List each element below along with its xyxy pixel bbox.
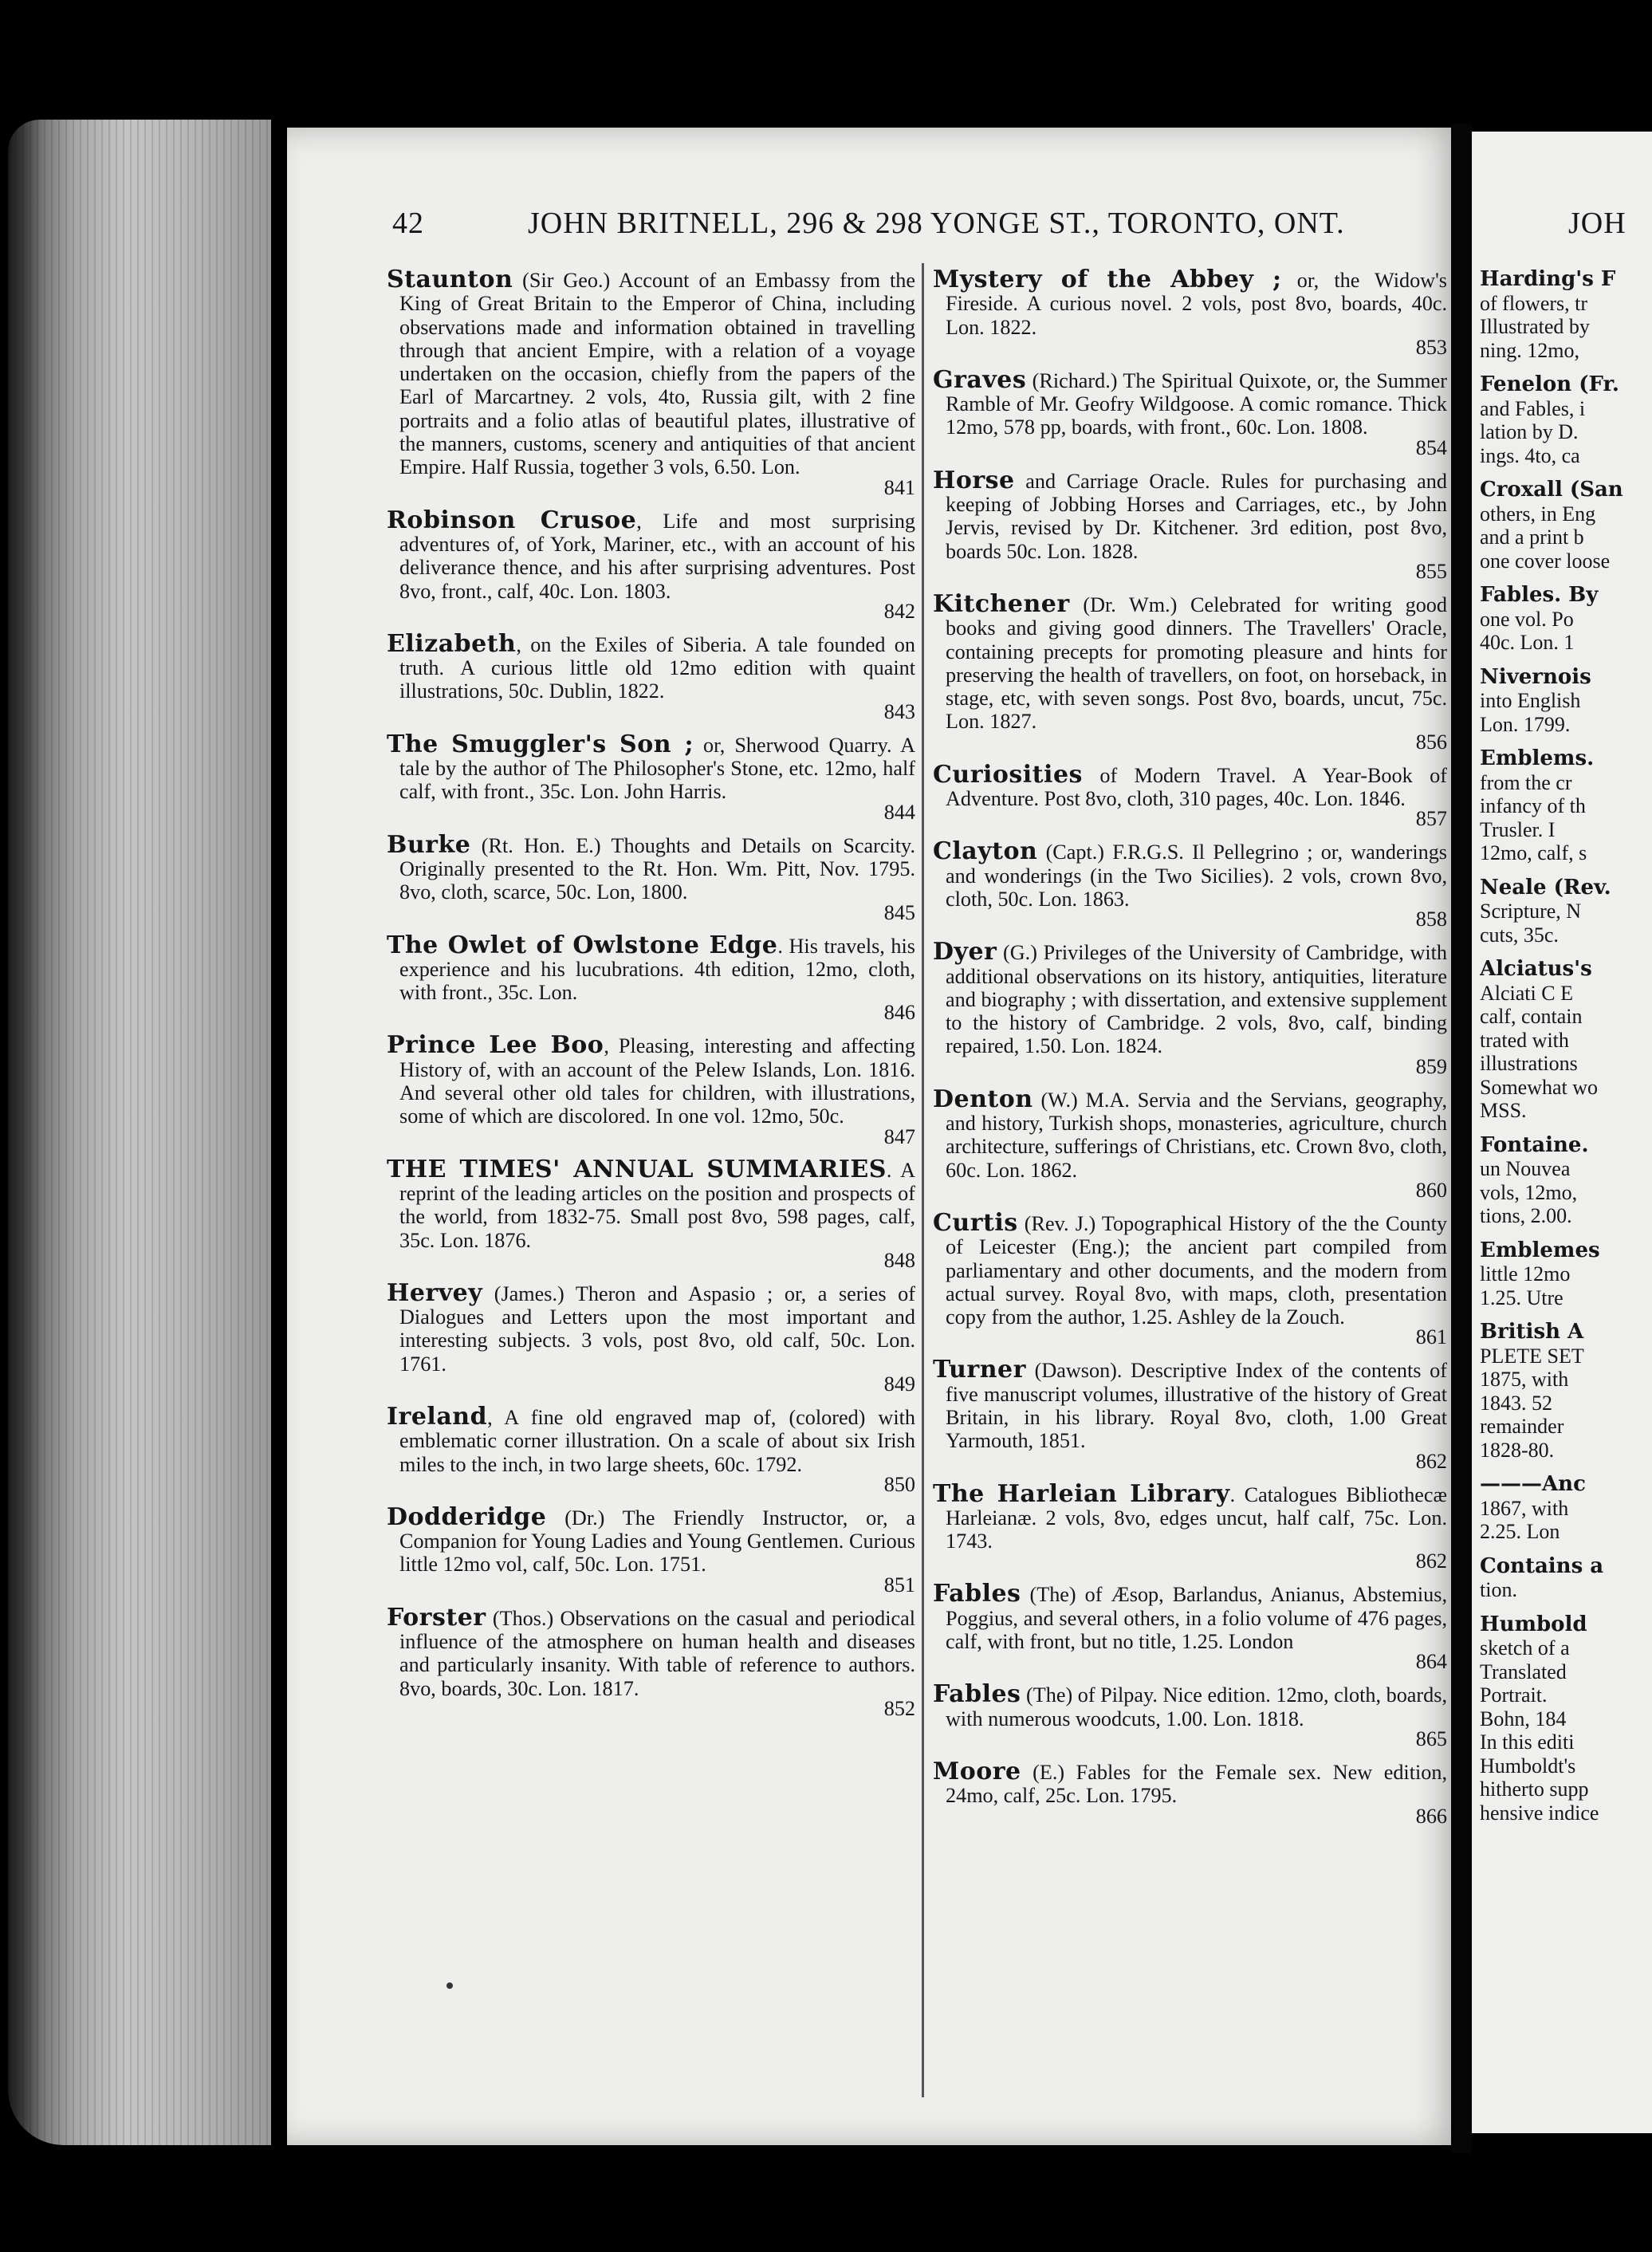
catalogue-entry: [933, 589, 1447, 754]
entry-description: , A fine old engraved map of, (colored) with emblematic corner illustration. On a scale of about six Irish miles to the inch, in two large sheets, 60c. 1792.: [399, 1405, 915, 1476]
right-page-line: from the cr: [1480, 770, 1572, 794]
right-page-line: 1828-80.: [1480, 1438, 1555, 1462]
entry-number: 843: [883, 699, 915, 723]
right-page-line: into English: [1480, 689, 1581, 712]
entry-description: (James.) Theron and Aspasio ; or, a series of Dialogues and Letters upon the most important and interesting subjects. 3 vols, post 8vo, old calf, 50c. Lon. 1761.: [399, 1282, 915, 1376]
entry-headword: The Smuggler's Son ;: [387, 730, 694, 758]
catalogue-entry: [387, 506, 915, 623]
entry-headword: Prince Lee Boo: [387, 1031, 604, 1060]
book-gutter: [1451, 124, 1472, 2153]
right-page-line: Bohn, 184: [1480, 1707, 1567, 1730]
entry-number: 849: [883, 1372, 915, 1396]
entry-number: 865: [1415, 1726, 1447, 1750]
entry-description: , Life and most surprising adventures of, of York, Mariner, etc., with an account of his deliverance thence, and his after surprising adventures. Post 8vo, front., calf, 40c. Lon. 1803.: [399, 509, 915, 603]
right-page-line: Humboldt's: [1480, 1754, 1576, 1778]
catalogue-entry: [387, 1278, 915, 1396]
right-page-line: hitherto supp: [1480, 1778, 1589, 1801]
right-page-line: [1480, 1544, 1652, 1555]
right-page-line: and Fables, i: [1480, 396, 1586, 420]
right-page-line: sketch of a: [1480, 1636, 1570, 1659]
right-page-line: 1.25. Utre: [1480, 1285, 1564, 1309]
right-page-line: [1480, 1602, 1652, 1613]
right-page-line: [1480, 1462, 1652, 1473]
right-page-line: Portrait.: [1480, 1683, 1548, 1707]
entry-headword: Mystery of the Abbey ;: [933, 268, 1282, 293]
right-page-line: lation by D.: [1480, 420, 1579, 443]
entry-description: or, the Widow's Fireside. A curious novel. 2 vols, post 8vo, boards, 40c. Lon. 1822.: [946, 269, 1447, 339]
right-page-line: Fontaine.: [1480, 1132, 1589, 1157]
right-page-line: remainder: [1480, 1415, 1564, 1438]
right-page-line: [1480, 947, 1652, 958]
entry-description: (Rt. Hon. E.) Thoughts and Details on Scarcity. Originally presented to the Rt. Hon. Wm. Pitt, Nov. 1795. 8vo, cloth, scarce, 50c. Lon, 1800.: [399, 833, 915, 904]
entry-number: 851: [883, 1573, 915, 1596]
right-page-line: Emblems.: [1480, 746, 1595, 770]
right-page-line: 2.25. Lon: [1480, 1520, 1560, 1543]
catalogue-entry: [387, 629, 915, 723]
right-page-line: one vol. Po: [1480, 607, 1574, 631]
right-page-line: Neale (Rev.: [1480, 875, 1611, 900]
entry-description: (Sir Geo.) Account of an Embassy from the King of Great Britain to the Emperor of China, including observations made and information obtained in travelling through that ancient Empire, with a relation of a voyage undertaken on the occasion, chiefly from the papers of the Earl of Marcartney. 2 vols, 4to, Russia gilt, with 2 fine portraits and a folio atlas of beautiful plates, illustrative of the manners, customs, scenery and antiquities of that ancient Empire. Half Russia, together 3 vols, 6.50. Lon.: [399, 269, 915, 479]
entry-headword: Ireland: [387, 1402, 488, 1431]
entry-headword: Staunton: [387, 268, 513, 293]
right-page-line: [1480, 736, 1652, 747]
right-page-line: Humbold: [1480, 1612, 1587, 1636]
entry-headword: Forster: [387, 1603, 486, 1632]
entry-description: (Dawson). Descriptive Index of the contents of five manuscript volumes, illustrative of the history of Great Britain, in his library. Royal 8vo, cloth, 1.00 Great Yarmouth, 1851.: [946, 1359, 1447, 1453]
entry-description: (The) of Pilpay. Nice edition. 12mo, cloth, boards, with numerous woodcuts, 1.00. Lon. 1818.: [946, 1683, 1447, 1730]
entry-number: 864: [1415, 1650, 1447, 1674]
right-page-line: ings. 4to, ca: [1480, 443, 1580, 467]
entry-number: 856: [1415, 730, 1447, 754]
catalogue-entry: [933, 1680, 1447, 1750]
right-page-line: PLETE SET: [1480, 1344, 1584, 1368]
entry-number: 854: [1415, 435, 1447, 459]
entry-number: 860: [1415, 1178, 1447, 1202]
catalogue-entry: [387, 830, 915, 924]
entry-headword: Fables: [933, 1580, 1021, 1608]
entry-description: (W.) M.A. Servia and the Servians, geography, and history, Turkish shops, monasteries, agriculture, church architecture, sufferings of Christians, etc. Crown 8vo, cloth, 60c. Lon. 1862.: [946, 1088, 1447, 1182]
right-page-line: 12mo, calf, s: [1480, 841, 1587, 864]
entry-description: or, Sherwood Quarry. A tale by the author of The Philosopher's Stone, etc. 12mo, half calf, with front., 35c. Lon. John Harris.: [399, 733, 915, 804]
catalogue-entry: [933, 760, 1447, 831]
entry-description: (Dr. Wm.) Celebrated for writing good books and giving good dinners. The Travellers' Oracle, containing precepts for promoting pleasure and hints for preserving the health of travellers, on foot, on horseback, in stage, etc, with seven songs. Post 8vo, boards, uncut, 75c. Lon. 1827.: [946, 593, 1447, 734]
entry-headword: Clayton: [933, 837, 1038, 866]
entry-headword: Elizabeth: [387, 629, 517, 658]
right-page-line: 1875, with: [1480, 1368, 1569, 1391]
entry-headword: Denton: [933, 1085, 1033, 1113]
column-divider: [922, 263, 924, 2097]
entry-number: 855: [1415, 559, 1447, 583]
entry-headword: Moore: [933, 1757, 1021, 1785]
right-page-line: others, in Eng: [1480, 502, 1596, 526]
right-page-line: tion.: [1480, 1578, 1517, 1601]
entry-description: and Carriage Oracle. Rules for purchasing and keeping of Jobbing Horses and Carriages, etc., by John Jervis, revised by Dr. Kitchener. 3rd edition, post 8vo, boards 50c. Lon. 1828.: [946, 469, 1447, 563]
entry-number: 861: [1415, 1325, 1447, 1349]
entry-headword: Robinson Crusoe: [387, 506, 637, 534]
right-page-line: vols, 12mo,: [1480, 1180, 1578, 1204]
entry-number: 845: [883, 900, 915, 924]
book-page-edges: [8, 120, 271, 2145]
page-number: 42: [392, 207, 424, 240]
right-page-line: Nivernois: [1480, 664, 1591, 689]
entry-number: 862: [1415, 1549, 1447, 1573]
right-page-line: of flowers, tr: [1480, 291, 1588, 315]
right-page-line: tions, 2.00.: [1480, 1204, 1572, 1227]
right-page-line: Emblemes: [1480, 1238, 1600, 1262]
entry-headword: Horse: [933, 466, 1015, 494]
right-page-line: calf, contain: [1480, 1005, 1583, 1028]
right-page-line: one cover loose: [1480, 549, 1611, 573]
right-page-line: Croxall (San: [1480, 478, 1623, 502]
entry-headword: Fables: [933, 1680, 1021, 1709]
right-page-line: and a print b: [1480, 526, 1584, 549]
entry-description: . Catalogues Bibliothecæ Harleianæ. 2 vols, 8vo, edges uncut, half calf, 75c. Lon. 1743.: [946, 1482, 1447, 1553]
right-page-line: Scripture, N: [1480, 900, 1582, 923]
entry-description: (The) of Æsop, Barlandus, Anianus, Abstemius, Poggius, and several others, in a folio volume of 476 pages, calf, with front, but no title, 1.25. London: [946, 1583, 1447, 1654]
entry-number: 841: [883, 475, 915, 499]
right-page-line: hensive indice: [1480, 1801, 1599, 1825]
ink-dot: [446, 1982, 453, 1989]
entry-description: of Modern Travel. A Year-Book of Adventure. Post 8vo, cloth, 310 pages, 40c. Lon. 1846.: [946, 763, 1447, 811]
right-page-line: ning. 12mo,: [1480, 338, 1579, 362]
entry-number: 862: [1415, 1449, 1447, 1473]
entry-number: 857: [1415, 807, 1447, 831]
right-page-line: [1480, 573, 1652, 584]
entry-description: (Rev. J.) Topographical History of the the County of Leicester (Eng.); the ancient part compiled from parliamentary and other documents, and the modern from actual survey. Royal 8vo, with maps, cloth, presentation copy from the author, 1.25. Ashley de la Zouch.: [946, 1211, 1447, 1329]
entry-headword: Curtis: [933, 1208, 1018, 1237]
entry-description: (Richard.) The Spiritual Quixote, or, the Summer Ramble of Mr. Geofry Wildgoose. A comic romance. Thick 12mo, 578 pp, boards, with front., 60c. Lon. 1808.: [946, 368, 1447, 439]
right-page-line: MSS.: [1480, 1099, 1527, 1122]
catalogue-entry: [933, 1208, 1447, 1349]
right-page-line: Lon. 1799.: [1480, 712, 1571, 736]
entry-headword: Hervey: [387, 1278, 483, 1307]
catalogue-entry: [933, 1085, 1447, 1202]
right-page-line: infancy of th: [1480, 794, 1586, 817]
catalogue-entry: [387, 1502, 915, 1596]
right-page-line: [1480, 467, 1652, 478]
catalogue-entry: [387, 931, 915, 1025]
entry-number: 858: [1415, 907, 1447, 931]
catalogue-entry: [387, 1603, 915, 1720]
right-page-line: ———Anc: [1480, 1472, 1586, 1496]
right-page-line: 40c. Lon. 1: [1480, 631, 1575, 654]
entry-number: 844: [883, 800, 915, 824]
entry-headword: Kitchener: [933, 589, 1070, 618]
right-page-line: Alciati C E: [1480, 981, 1573, 1005]
entry-headword: Curiosities: [933, 760, 1083, 789]
catalogue-entry: [387, 1033, 915, 1147]
entry-description: . A reprint of the leading articles on the position and prospects of the world, from 1832-75. Small post 8vo, 598 pages, calf, 35c. Lon. 1876.: [399, 1158, 915, 1252]
left-column: [387, 268, 915, 2094]
entry-headword: Turner: [933, 1356, 1026, 1384]
right-page-line: [1480, 1123, 1652, 1134]
entry-headword: Burke: [387, 830, 471, 859]
catalogue-entry: [933, 837, 1447, 931]
right-page-line: Harding's F: [1480, 268, 1616, 291]
right-page-column: [1480, 268, 1652, 2094]
entry-description: (Thos.) Observations on the casual and periodical influence of the atmosphere on human health and diseases and particularly insanity. With table of reference to authors. 8vo, boards, 30c. Lon. 1817.: [399, 1606, 915, 1700]
entry-description: , on the Exiles of Siberia. A tale founded on truth. A curious little old 12mo edition with quaint illustrations, 50c. Dublin, 1822.: [399, 632, 915, 703]
entry-description: , Pleasing, interesting and affecting History of, with an account of the Pelew Islands, Lon. 1816. And several other old tales for children, with illustrations, some of which are discolored. In one vol. 12mo, 50c.: [399, 1034, 915, 1128]
entry-number: 850: [883, 1472, 915, 1496]
entry-headword: The Harleian Library: [933, 1479, 1230, 1508]
entry-number: 866: [1415, 1804, 1447, 1828]
right-page-line: [1480, 1309, 1652, 1321]
right-page-line: Contains a: [1480, 1553, 1604, 1578]
right-page-line: Alciatus's: [1480, 957, 1592, 981]
entry-headword: The Owlet of Owlstone Edge: [387, 931, 778, 959]
entry-description: (Dr.) The Friendly Instructor, or, a Companion for Young Ladies and Young Gentlemen. Curious little 12mo vol, calf, 50c. Lon. 1751.: [399, 1506, 915, 1577]
right-page-line: Fables. By: [1480, 583, 1599, 607]
right-page-line: cuts, 35c.: [1480, 923, 1559, 947]
entry-description: (Capt.) F.R.G.S. Il Pellegrino ; or, wanderings and wonderings (in the Two Sicilies). 2 vols, crown 8vo, cloth, 50c. Lon. 1863.: [946, 841, 1447, 911]
right-page-line: Fenelon (Fr.: [1480, 372, 1619, 396]
catalogue-entry: [387, 730, 915, 824]
catalogue-entry: [387, 268, 915, 498]
entry-headword: Dodderidge: [387, 1502, 547, 1531]
entry-number: 847: [883, 1124, 915, 1148]
right-page-line: [1480, 865, 1652, 876]
right-page-line: 1867, with: [1480, 1496, 1569, 1520]
right-page-line: [1480, 1228, 1652, 1239]
catalogue-entry: [933, 1479, 1447, 1573]
right-page-line: British A: [1480, 1320, 1584, 1344]
right-page-line: Translated: [1480, 1659, 1567, 1683]
right-page-line: In this editi: [1480, 1730, 1575, 1754]
catalogue-entry: [387, 1402, 915, 1496]
running-head: [392, 206, 1457, 246]
entry-number: 853: [1415, 335, 1447, 359]
entry-number: 846: [883, 1001, 915, 1025]
entry-number: 852: [883, 1696, 915, 1720]
right-column: [933, 268, 1447, 2094]
entry-description: . His travels, his experience and his lucubrations. 4th edition, 12mo, cloth, with front., 35c. Lon.: [399, 934, 915, 1005]
right-page-running-head: JOH: [1568, 207, 1626, 240]
entry-description: (E.) Fables for the Female sex. New edition, 24mo, calf, 25c. Lon. 1795.: [946, 1760, 1447, 1808]
catalogue-entry: [933, 268, 1447, 358]
right-page-line: Trusler. I: [1480, 817, 1556, 841]
right-page-line: [1480, 655, 1652, 666]
catalogue-entry: [387, 1155, 915, 1272]
catalogue-entry: [933, 365, 1447, 459]
catalogue-entry: [933, 1358, 1447, 1471]
entry-description: (G.) Privileges of the University of Cambridge, with additional observations on its history, antiquities, literature and biography ; with dissertation, and extensive supplement to the history of Cambridge. 2 vols, 8vo, calf, binding repaired, 1.50. Lon. 1824.: [946, 941, 1447, 1058]
page-title: JOHN BRITNELL, 296 & 298 YONGE ST., TORONTO, ONT.: [528, 207, 1345, 240]
right-page-line: un Nouvea: [1480, 1157, 1571, 1180]
right-page-line: [1480, 362, 1652, 373]
catalogue-entry: [933, 1582, 1447, 1672]
entry-headword: Graves: [933, 365, 1027, 394]
right-page-line: Somewhat wo: [1480, 1075, 1599, 1099]
entry-number: 848: [883, 1248, 915, 1272]
entry-number: 859: [1415, 1054, 1447, 1078]
entry-headword: Dyer: [933, 938, 997, 967]
catalogue-entry: [933, 1757, 1447, 1828]
right-page-line: trated with: [1480, 1028, 1569, 1052]
catalogue-entry: [933, 940, 1447, 1077]
right-page-line: 1843. 52: [1480, 1391, 1552, 1415]
catalogue-entry: [933, 466, 1447, 583]
right-page-line: little 12mo: [1480, 1262, 1571, 1285]
right-page-line: Illustrated by: [1480, 315, 1590, 338]
right-page-line: illustrations: [1480, 1052, 1578, 1075]
entry-headword: THE TIMES' ANNUAL SUMMARIES: [387, 1155, 887, 1183]
entry-number: 842: [883, 599, 915, 623]
